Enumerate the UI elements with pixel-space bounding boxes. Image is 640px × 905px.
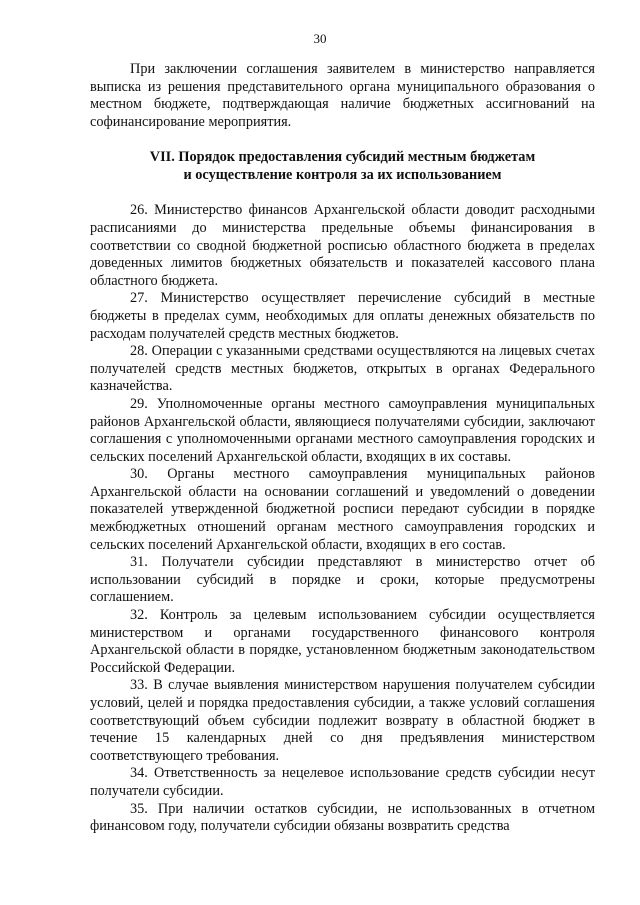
paragraph-31: 31. Получатели субсидии представляют в министерство отчет об использовании субсидий в порядке и сроки, которые предусмотрены соглашением. bbox=[90, 554, 595, 606]
section-heading-line-2: и осуществление контроля за их использованием bbox=[183, 167, 502, 184]
paragraph-27: 27. Министерство осуществляет перечисление субсидий в местные бюджеты в пределах сумм, необходимых для оплаты денежных обязательств по расходам получателей средств местных бюджетов. bbox=[90, 290, 595, 342]
section-heading-line-1: VII. Порядок предоставления субсидий местным бюджетам bbox=[149, 149, 536, 166]
paragraph-33: 33. В случае выявления министерством нарушения получателем субсидии условий, целей и порядка предоставления субсидии, а также условий соглашения соответствующий объем субсидии подлежит возврату в областной бюджет в течение 15 календарных дней со дня предъявления министерством соответствующего требования. bbox=[90, 677, 595, 764]
paragraph-35: 35. При наличии остатков субсидии, не использованных в отчетном финансовом году, получатели субсидии обязаны возвратить средства bbox=[90, 800, 595, 835]
paragraph-29: 29. Уполномоченные органы местного самоуправления муниципальных районов Архангельской области, являющиеся получателями субсидии, заключают соглашения с уполномоченными органами местного самоуправления городских и сельских поселений Архангельской области, входящих в их составы. bbox=[90, 395, 595, 465]
page-number: 30 bbox=[313, 31, 327, 46]
paragraph-34: 34. Ответственность за нецелевое использование средств субсидии несут получатели субсидии. bbox=[90, 765, 595, 799]
section-heading bbox=[90, 148, 595, 184]
paragraph-28: 28. Операции с указанными средствами осуществляются на лицевых счетах получателей средств местных бюджетов, открытых в органах Федерального казначейства. bbox=[90, 343, 595, 395]
paragraph-32: 32. Контроль за целевым использованием субсидии осуществляется министерством и органами государственного финансового контроля Архангельской области в порядке, установленном бюджетным законодательством Российской Федерации. bbox=[90, 607, 595, 676]
paragraph-30: 30. Органы местного самоуправления муниципальных районов Архангельской области на основании соглашений и уведомлений о доведении показателей утвержденной бюджетной росписи передают субсидии в порядке межбюджетных отношений органам местного самоуправления городских и сельских поселений Архангельской области, входящих в его состав. bbox=[90, 466, 595, 553]
paragraph-26: 26. Министерство финансов Архангельской области доводит расходными расписаниями до министерства предельные объемы финансирования в соответствии со сводной бюджетной росписью областного бюджета в пределах доведенных лимитов бюджетных обязательств и показателей кассового плана областного бюджета. bbox=[90, 202, 595, 289]
intro-paragraph: При заключении соглашения заявителем в министерство направляется выписка из решения представительного органа муниципального образования о местном бюджете, подтверждающая наличие бюджетных ассигнований на софинансирование мероприятия. bbox=[90, 61, 595, 130]
document-body bbox=[90, 61, 595, 836]
